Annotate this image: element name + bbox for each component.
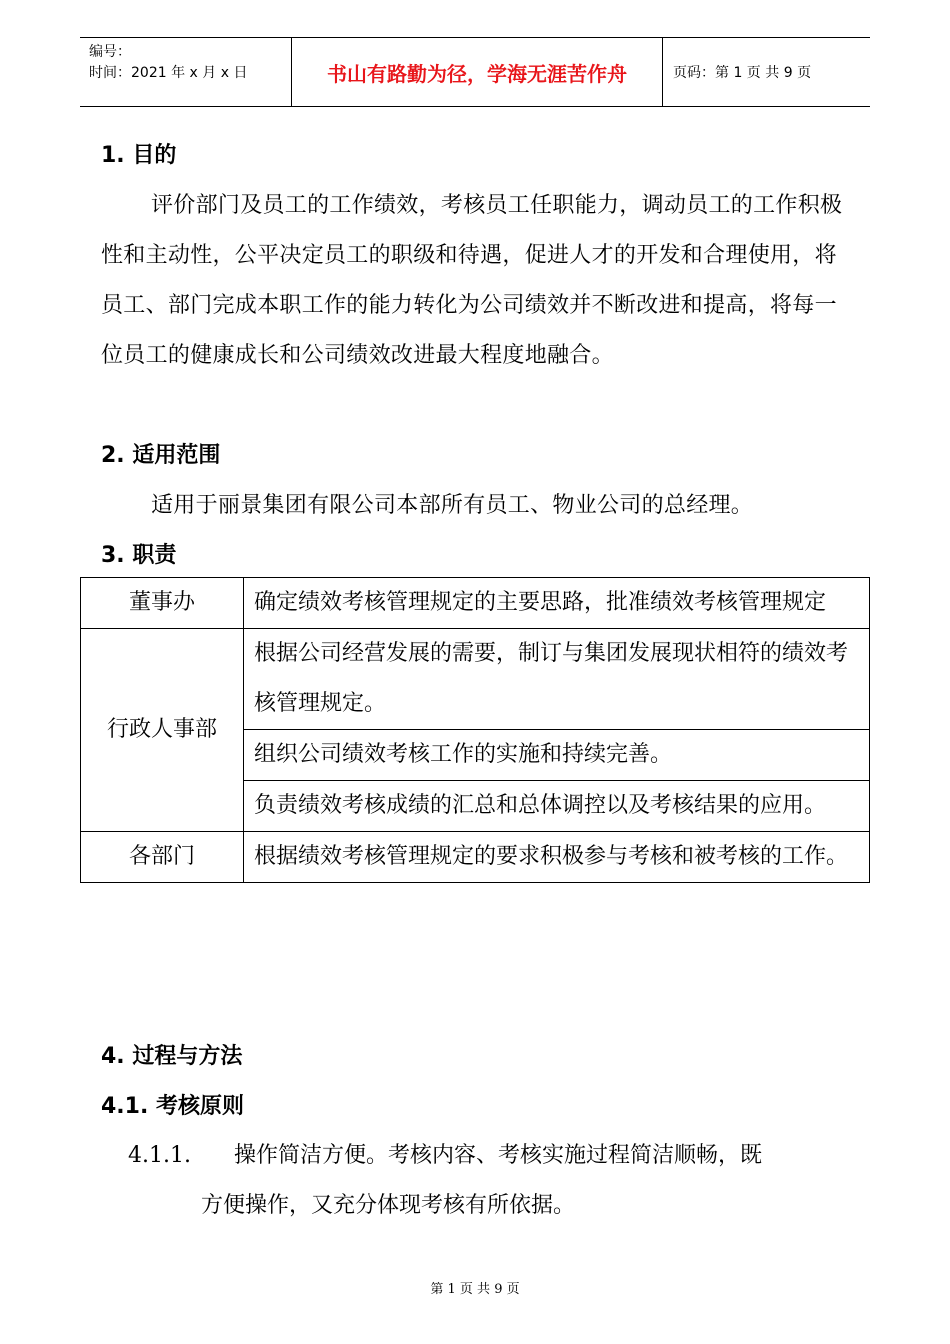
header-page-info: 页码：第 1 页 共 9 页 <box>673 65 812 81</box>
section-4-1-1-line2: 方便操作，又充分体现考核有所依据。 <box>201 1193 576 1218</box>
table-row <box>81 578 870 629</box>
section-2-body: 适用于丽景集团有限公司本部所有员工、物业公司的总经理。 <box>151 493 754 518</box>
section-4-1-1-line1: 操作简洁方便。考核内容、考核实施过程简洁顺畅，既 <box>234 1143 763 1168</box>
section-4-title: 4. 过程与方法 <box>101 1044 243 1069</box>
responsibility-table <box>80 577 870 883</box>
desc-cell: 确定绩效考核管理规定的主要思路，批准绩效考核管理规定 <box>244 578 870 629</box>
page-footer: 第 1 页 共 9 页 <box>430 1282 520 1297</box>
section-4-1-1-number: 4.1.1. <box>128 1143 191 1168</box>
section-4-1-title: 4.1. 考核原则 <box>101 1094 244 1119</box>
dept-cell: 董事办 <box>81 578 244 629</box>
desc-cell: 根据绩效考核管理规定的要求积极参与考核和被考核的工作。 <box>244 832 870 883</box>
serial-label: 编号： <box>89 44 131 60</box>
header-meta <box>80 38 292 106</box>
header-motto: 书山有路勤为径，学海无涯苦作舟 <box>292 38 663 106</box>
section-3-title: 3. 职责 <box>101 543 177 568</box>
section-1-title: 1. 目的 <box>101 143 177 168</box>
table-row <box>81 629 870 730</box>
desc-cell: 负责绩效考核成绩的汇总和总体调控以及考核结果的应用。 <box>244 781 870 832</box>
desc-cell: 组织公司绩效考核工作的实施和持续完善。 <box>244 730 870 781</box>
desc-cell: 根据公司经营发展的需要，制订与集团发展现状相符的绩效考核管理规定。 <box>244 629 870 730</box>
dept-cell: 各部门 <box>81 832 244 883</box>
dept-cell: 行政人事部 <box>81 629 244 832</box>
header-table <box>80 37 870 107</box>
section-2-title: 2. 适用范围 <box>101 443 221 468</box>
time-label: 时间：2021 年 x 月 x 日 <box>89 65 248 81</box>
table-row <box>81 832 870 883</box>
section-1-body: 评价部门及员工的工作绩效，考核员工任职能力，调动员工的工作积极性和主动性，公平决定员工的职级和待遇，促进人才的开发和合理使用，将员工、部门完成本职工作的能力转化为公司绩效并不断改进和提高，将每一位员工的健康成长和公司绩效改进最大程度地融合。 <box>101 193 843 368</box>
